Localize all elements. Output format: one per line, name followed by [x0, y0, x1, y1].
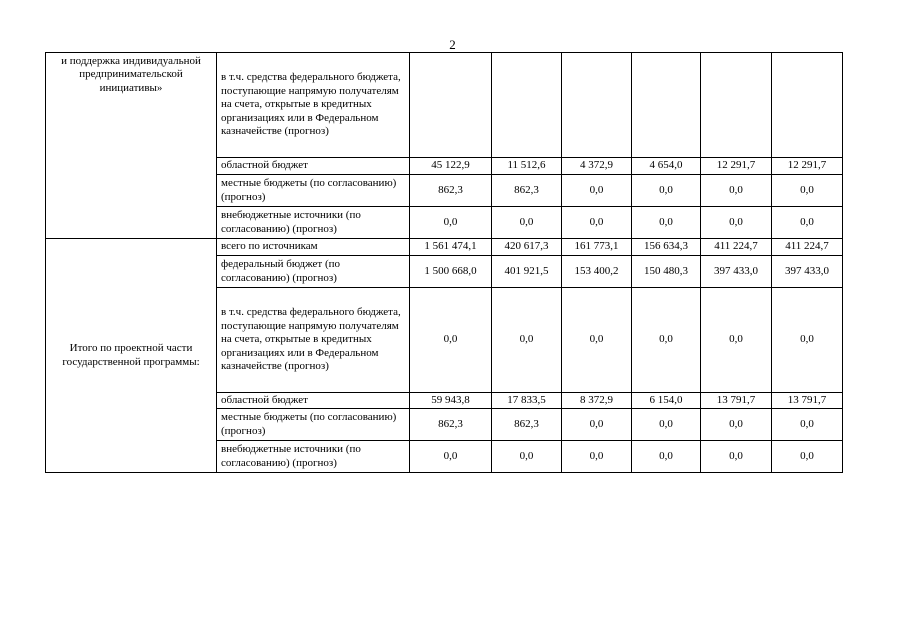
amount-cell: 0,0: [701, 441, 772, 473]
amount-cell: [632, 53, 701, 158]
amount-cell: 0,0: [562, 175, 632, 207]
funding-source-cell: в т.ч. средства федерального бюджета, поступающие напрямую получателям на счета, открытые в кредитных организациях или в Федеральном казначействе (прогноз): [217, 53, 410, 158]
amount-cell: 0,0: [562, 441, 632, 473]
amount-cell: 45 122,9: [410, 158, 492, 175]
amount-cell: 12 291,7: [772, 158, 843, 175]
amount-cell: 0,0: [410, 288, 492, 393]
amount-cell: 0,0: [701, 288, 772, 393]
amount-cell: 0,0: [701, 175, 772, 207]
amount-cell: 0,0: [562, 409, 632, 441]
amount-cell: 0,0: [492, 441, 562, 473]
amount-cell: 11 512,6: [492, 158, 562, 175]
amount-cell: 0,0: [632, 207, 701, 239]
budget-table: [45, 52, 843, 473]
amount-cell: 156 634,3: [632, 239, 701, 256]
funding-source-cell: внебюджетные источники (по согласованию) (прогноз): [217, 441, 410, 473]
amount-cell: [772, 53, 843, 158]
amount-cell: 411 224,7: [701, 239, 772, 256]
funding-source-cell: всего по источникам: [217, 239, 410, 256]
funding-source-cell: местные бюджеты (по согласованию) (прогноз): [217, 409, 410, 441]
amount-cell: 13 791,7: [701, 393, 772, 409]
amount-cell: 0,0: [772, 207, 843, 239]
amount-cell: [701, 53, 772, 158]
amount-cell: 4 654,0: [632, 158, 701, 175]
amount-cell: 59 943,8: [410, 393, 492, 409]
amount-cell: 862,3: [410, 175, 492, 207]
amount-cell: 0,0: [632, 175, 701, 207]
amount-cell: 397 433,0: [701, 256, 772, 288]
funding-source-cell: местные бюджеты (по согласованию) (прогноз): [217, 175, 410, 207]
funding-source-cell: федеральный бюджет (по согласованию) (прогноз): [217, 256, 410, 288]
amount-cell: 420 617,3: [492, 239, 562, 256]
amount-cell: 0,0: [410, 441, 492, 473]
program-name-cell: Итого по проектной части государственной программы:: [46, 239, 217, 473]
amount-cell: 161 773,1: [562, 239, 632, 256]
amount-cell: 862,3: [410, 409, 492, 441]
amount-cell: 401 921,5: [492, 256, 562, 288]
amount-cell: 0,0: [562, 207, 632, 239]
amount-cell: 862,3: [492, 409, 562, 441]
amount-cell: 0,0: [632, 441, 701, 473]
funding-source-cell: областной бюджет: [217, 393, 410, 409]
amount-cell: [562, 53, 632, 158]
page-number: 2: [449, 37, 456, 52]
table-row: [46, 239, 843, 256]
amount-cell: 397 433,0: [772, 256, 843, 288]
amount-cell: 411 224,7: [772, 239, 843, 256]
amount-cell: 13 791,7: [772, 393, 843, 409]
amount-cell: 0,0: [772, 175, 843, 207]
amount-cell: 1 561 474,1: [410, 239, 492, 256]
amount-cell: 862,3: [492, 175, 562, 207]
amount-cell: 0,0: [772, 441, 843, 473]
amount-cell: 0,0: [492, 207, 562, 239]
amount-cell: 12 291,7: [701, 158, 772, 175]
funding-source-cell: в т.ч. средства федерального бюджета, поступающие напрямую получателям на счета, открытые в кредитных организациях или в Федеральном казначействе (прогноз): [217, 288, 410, 393]
amount-cell: 6 154,0: [632, 393, 701, 409]
amount-cell: 153 400,2: [562, 256, 632, 288]
table-row: [46, 53, 843, 158]
amount-cell: 0,0: [632, 409, 701, 441]
amount-cell: 0,0: [772, 409, 843, 441]
amount-cell: 1 500 668,0: [410, 256, 492, 288]
amount-cell: 4 372,9: [562, 158, 632, 175]
funding-source-cell: внебюджетные источники (по согласованию) (прогноз): [217, 207, 410, 239]
amount-cell: 0,0: [410, 207, 492, 239]
amount-cell: 0,0: [562, 288, 632, 393]
amount-cell: 0,0: [632, 288, 701, 393]
program-name-cell: и поддержка индивидуальной предпринимательской инициативы»: [46, 53, 217, 239]
amount-cell: [492, 53, 562, 158]
amount-cell: 0,0: [772, 288, 843, 393]
funding-source-cell: областной бюджет: [217, 158, 410, 175]
amount-cell: [410, 53, 492, 158]
amount-cell: 0,0: [701, 409, 772, 441]
amount-cell: 8 372,9: [562, 393, 632, 409]
amount-cell: 150 480,3: [632, 256, 701, 288]
amount-cell: 17 833,5: [492, 393, 562, 409]
amount-cell: 0,0: [492, 288, 562, 393]
amount-cell: 0,0: [701, 207, 772, 239]
